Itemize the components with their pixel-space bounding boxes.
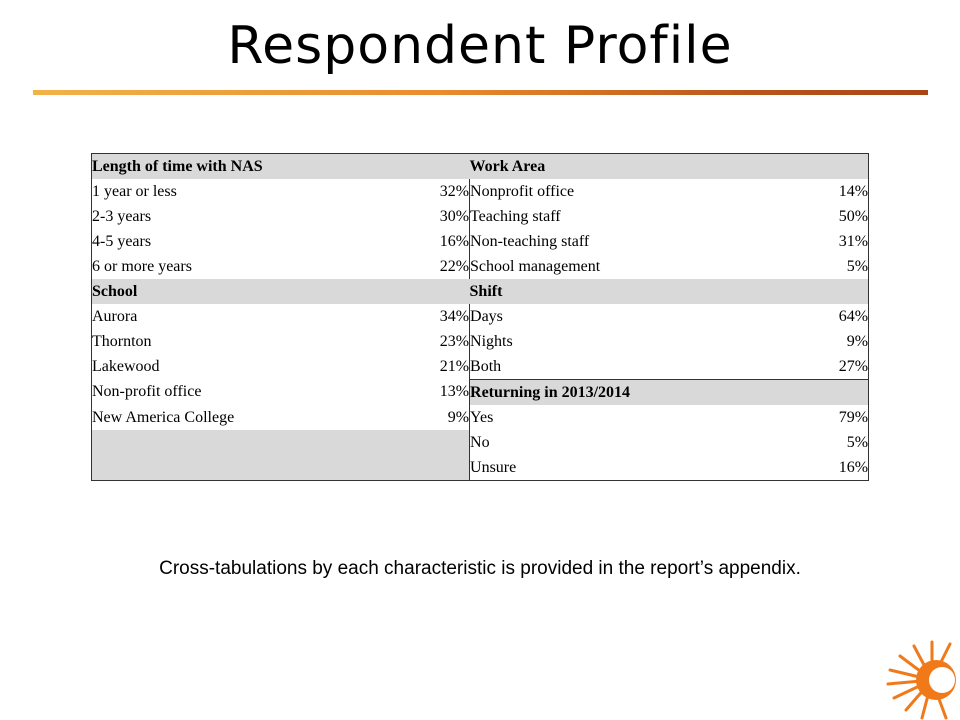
table-row bbox=[92, 179, 869, 204]
work-area-value: 50% bbox=[763, 204, 869, 229]
table-row bbox=[92, 380, 869, 406]
length-value: 16% bbox=[365, 229, 470, 254]
work-area-label: Nonprofit office bbox=[470, 182, 575, 200]
shift-label: Both bbox=[470, 354, 763, 380]
shift-value: 9% bbox=[763, 329, 869, 354]
shift-value: 64% bbox=[763, 304, 869, 329]
work-area-value: 31% bbox=[763, 229, 869, 254]
school-value: 21% bbox=[365, 354, 470, 380]
school-label: Non-profit office bbox=[92, 380, 365, 406]
length-label: 6 or more years bbox=[92, 254, 365, 279]
work-area-label: Non-teaching staff bbox=[470, 232, 590, 250]
table-row bbox=[92, 430, 869, 455]
shift-header: Shift bbox=[470, 279, 869, 304]
returning-header: Returning in 2013/2014 bbox=[470, 380, 869, 406]
length-value: 32% bbox=[365, 179, 470, 204]
school-value: 13% bbox=[365, 380, 470, 406]
length-value: 30% bbox=[365, 204, 470, 229]
work-area-label: School management bbox=[470, 257, 601, 275]
returning-label: No bbox=[470, 433, 490, 451]
shift-value: 27% bbox=[763, 354, 869, 380]
length-value: 22% bbox=[365, 254, 470, 279]
school-value: 34% bbox=[365, 304, 470, 329]
table-row bbox=[92, 279, 869, 304]
table-row bbox=[92, 304, 869, 329]
table-row bbox=[92, 254, 869, 279]
returning-label: Unsure bbox=[470, 455, 763, 481]
school-label: Lakewood bbox=[92, 354, 365, 380]
table-row bbox=[92, 154, 869, 180]
table-row bbox=[92, 204, 869, 229]
work-area-header: Work Area bbox=[470, 154, 869, 180]
returning-value: 5% bbox=[763, 430, 869, 455]
sunburst-logo-icon bbox=[884, 636, 960, 720]
returning-label: Yes bbox=[470, 408, 494, 426]
school-label: Aurora bbox=[92, 304, 365, 329]
table-row bbox=[92, 405, 869, 430]
school-value: 23% bbox=[365, 329, 470, 354]
school-header: School bbox=[92, 279, 470, 304]
returning-value: 79% bbox=[763, 405, 869, 430]
table-row bbox=[92, 354, 869, 380]
returning-value: 16% bbox=[763, 455, 869, 481]
work-area-label: Teaching staff bbox=[470, 207, 561, 225]
footnote: Cross-tabulations by each characteristic is provided in the report’s appendix. bbox=[159, 558, 801, 579]
school-value: 9% bbox=[365, 405, 470, 430]
school-label: New America College bbox=[92, 405, 365, 430]
length-label: 4-5 years bbox=[92, 229, 365, 254]
page-title: Respondent Profile bbox=[227, 16, 733, 76]
shift-label: Days bbox=[470, 307, 503, 325]
shift-label: Nights bbox=[470, 332, 513, 350]
table-row bbox=[92, 229, 869, 254]
respondent-profile-table bbox=[91, 153, 869, 481]
length-label: 1 year or less bbox=[92, 179, 365, 204]
length-header: Length of time with NAS bbox=[92, 154, 470, 180]
empty-cell bbox=[92, 430, 470, 481]
table-row bbox=[92, 329, 869, 354]
work-area-value: 14% bbox=[763, 179, 869, 204]
work-area-value: 5% bbox=[763, 254, 869, 279]
school-label: Thornton bbox=[92, 329, 365, 354]
title-underline bbox=[33, 90, 928, 95]
length-label: 2-3 years bbox=[92, 204, 365, 229]
